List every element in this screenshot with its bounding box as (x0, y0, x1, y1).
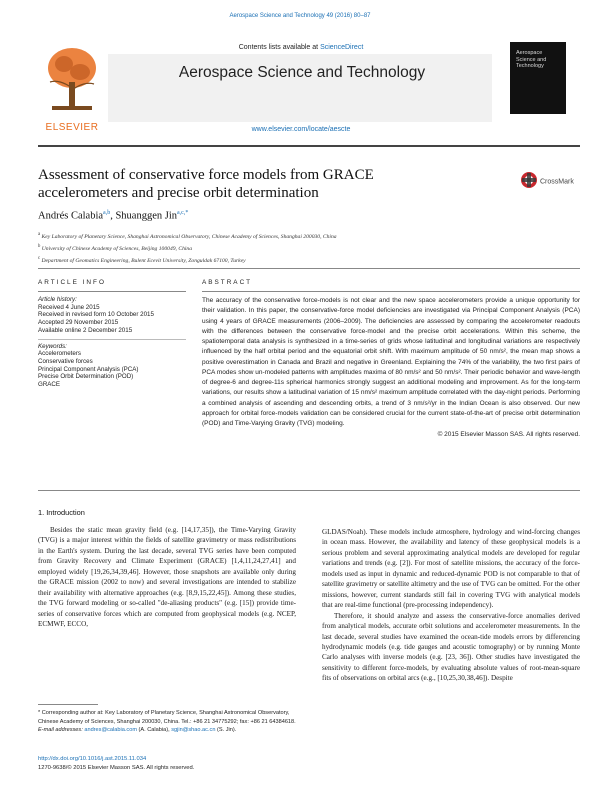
cover-title: Aerospace Science and Technology (516, 50, 547, 69)
abstract-heading: ABSTRACT (202, 279, 253, 286)
keyword: Precise Orbit Determination (POD) (38, 373, 134, 381)
email-link[interactable]: andres@calabia.com (84, 727, 137, 734)
author-list (38, 210, 188, 222)
footnote-corresponding: * Corresponding author at: Key Laboratory of Planetary Science, Shanghai Astronomical Observatory, Chinese Academy of Sciences, Shanghai 200030, China. Tel.: +86 21 34775292; fax: +86 21 64384618. (38, 710, 296, 725)
author-separator: , (110, 210, 116, 222)
history-item: Available online 2 December 2015 (38, 326, 133, 334)
keyword: Principal Component Analysis (PCA) (38, 365, 139, 373)
body-column-left (38, 525, 296, 630)
body-column-right (322, 527, 580, 684)
elsevier-tree-icon (38, 42, 106, 122)
article-info (38, 296, 186, 389)
footnote-rule (38, 704, 98, 705)
crossmark-badge[interactable] (520, 170, 580, 190)
affiliation: $^b$ University of Chinese Academy of Sciences, Beijing 100049, China (38, 243, 193, 252)
footnote-emails: E-mail addresses: andres@calabia.com (A. Calabia), sgjin@shao.ac.cn (S. Jin). (38, 727, 237, 734)
affiliation: $^c$ Department of Geomatics Engineering, Bulent Ecevit University, Zonguldak 67100, Turkey (38, 255, 246, 264)
section-heading: 1. Introduction (38, 508, 85, 517)
banner-rule (38, 145, 580, 147)
keyword: GRACE (38, 381, 61, 389)
history-item: Received in revised form 10 October 2015 (38, 311, 154, 319)
email-label: E-mail addresses: (38, 727, 83, 734)
section-rule (38, 268, 580, 269)
article-title: Assessment of conservative force models from GRACE accelerometers and precise orbit determination (38, 167, 374, 201)
affiliation-list (38, 230, 558, 266)
contents-prefix: Contents lists available at (238, 44, 319, 51)
body-paragraph: Therefore, it should analyze and assess the conservative-force anomalies derived from analytical models, accurate orbit solutions and accelerometer measurements. In the last decade, several studies have examined the ocean-tide models errors by differencing hydrodynamic models (e.g. tide gauges and acoustic tomography) or by running Monte Carlo analyses with inverse models (e.g. [23, 36]). Other studies have investigated the sensitivity to different force-models, by evaluating absolute values of root-mean-square fits of observations on orbital arcs (e.g., [10,25,30,38,46]). Despite (322, 611, 580, 683)
keyword: Conservative forces (38, 357, 93, 365)
sciencedirect-link[interactable]: ScienceDirect (320, 44, 364, 51)
abstract-bottom-rule (38, 490, 580, 491)
email-link[interactable]: sgjin@shao.ac.cn (171, 727, 216, 734)
keywords-label: Keywords: (38, 342, 67, 350)
footnote (38, 709, 296, 735)
contents-line (148, 44, 454, 51)
keyword: Accelerometers (38, 350, 81, 358)
article-info-heading: ARTICLE INFO (38, 279, 106, 286)
info-rule (38, 291, 186, 292)
affiliation: $^a$ Key Laboratory of Planetary Science, Shanghai Astronomical Observatory, Chinese Academy of Sciences, Shanghai 200030, China (38, 232, 337, 240)
body-paragraph: GLDAS/Noah). These models include atmosphere, hydrology and wind-forcing changes in ocean mass. However, the availability and latency of these geophysical models is a serious problem and several approximating analytical models are developed for regular variations and trends (e.g. [2]). For most of satellite missions, the accuracy of the force-models used as input in dynamic and reduced-dynamic POD is not comparable to that of satellite gravimetry or satellite altimetry and the use of TVG can be omitted. For the other missions, however, current standards still fail in covering TVG with analytical models that are real-time functional (pre-processing independency). (322, 528, 580, 610)
journal-cover-image (510, 42, 566, 114)
author-affiliation-mark[interactable]: a,c,* (177, 210, 189, 216)
journal-homepage-link[interactable]: www.elsevier.com/locate/aescte (251, 126, 351, 133)
journal-title: Aerospace Science and Technology (178, 64, 426, 81)
crossmark-icon (520, 170, 580, 190)
issn-line: 1270-9638/© 2015 Elsevier Masson SAS. All rights reserved. (38, 765, 195, 771)
journal-banner (38, 40, 566, 140)
abstract-body (202, 296, 580, 441)
elsevier-wordmark: ELSEVIER (45, 122, 99, 133)
elsevier-logo (38, 42, 106, 134)
journal-citation-link[interactable]: Aerospace Science and Technology 49 (2016) 80–87 (229, 13, 371, 19)
abstract-paragraph: The accuracy of the conservative force-models is not clear and the new space accelerometers provide a unique opportunity for their validation. In this paper, the conservative-force model deficiencies are investigated via Principal Component Analysis (PCA) using 4 years of GRACE measurements (2006–2009). The deficiencies are assessed by comparing the accelerometer readouts with the differences between the conservative force-model and the precise orbit accelerations. Within this scheme, the spatiotemporal data analysis is synthesized in a time-series of grids whose latitudinal and longitudinal variations are respectively influenced by the half orbital period and the equatorial orbit shift. With maximum amplitude of 50 nm/s², the mean map shows a positive overestimation in Canada and Brazil and negative in Greenland. Explaining the 74% of the variability, the two first pairs of PCA modes show un-modeled patterns with amplitudes maxima of 80 nm/s² and 50 nm/s². Their periodic behavior and wave-length of degree-6 and degree-11s spherical harmonics strongly suggest an additional modeling and improvement. As for the long-term variations, our results show a latitudinal variation of 15 nm/s² maximum amplitude correlated with the day-night periods. Performing a combined analysis of ascending and descending orbits, a trend of 3 nm/s²/yr in the Indian Ocean is also observed. Our new approach for orbital force-models validation can be considered crucial for the current state-of-the-art of precise orbit determination (POD) and Time-Varying Gravity (TVG) modeling. (202, 297, 580, 427)
author-name[interactable]: Andrés Calabia (38, 210, 104, 222)
doi-block (38, 755, 296, 773)
history-item: Accepted 29 November 2015 (38, 319, 119, 327)
author-name[interactable]: Shuanggen Jin (115, 210, 177, 222)
body-paragraph: Besides the static mean gravity field (e.g. [14,17,35]), the Time-Varying Gravity (TVG) is a major interest within the fields of satellite gravimetry or mass redistributions in the Earth's system. During the last decade, several TVG series have been computed from Gravity Recovery and Climate Experiment (GRACE) [1,4,11,24,27,41] and employed widely [19,26,34,39,46]. However, those snapshots are available only during the GRACE mission (2002 to now) and several investigations are intended to stabilize their availability with alternative approaches (e.g. [8,9,15,22,45]). Among these studies, the TVG forward modeling or so-called "de-aliasing products" (e.g. [15]) provide time-series of conservative forces which are computed from geophysical models (e.g. NCEP, ECMWF, ECCO, (38, 526, 296, 629)
abstract-rule (202, 291, 580, 292)
history-item: Received 4 June 2015 (38, 303, 100, 311)
copyright-notice: © 2015 Elsevier Masson SAS. All rights reserved. (437, 431, 580, 439)
doi-link[interactable]: http://dx.doi.org/10.1016/j.ast.2015.11.034 (38, 756, 147, 762)
author-affiliation-mark[interactable]: a,b (103, 210, 111, 216)
history-label: Article history: (38, 296, 77, 303)
info-divider (38, 339, 186, 340)
crossmark-label: CrossMark (540, 178, 574, 186)
